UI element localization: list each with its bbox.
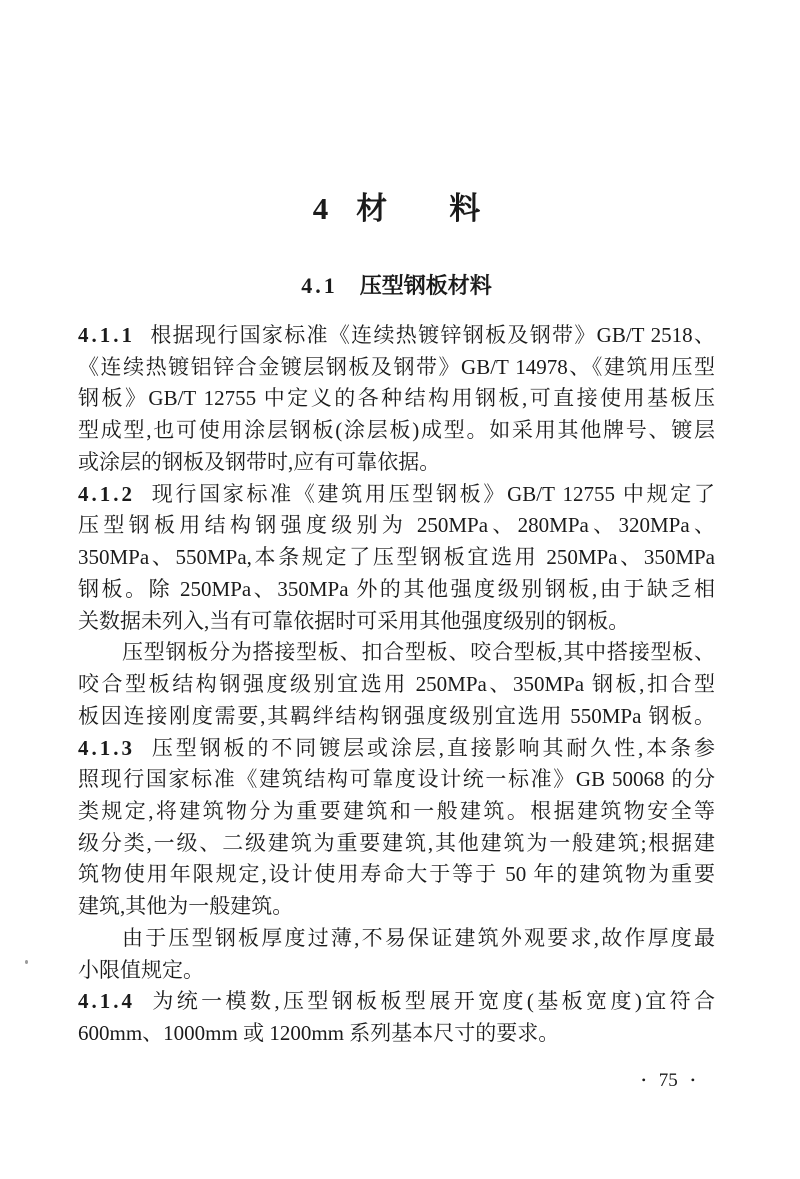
text-line [78,796,715,828]
clause-number: 4.1.1 [78,323,135,347]
section-heading [78,269,715,300]
line-text: 钢板》GB/T 12755 中定义的各种结构用钢板,可直接使用基板压 [78,386,715,411]
text-line [78,955,715,987]
text-line [78,764,715,796]
section-title: 压型钢板材料 [359,273,492,298]
line-text: 关数据未列入,当有可靠依据时可采用其他强度级别的钢板。 [78,608,630,633]
line-text: 压型钢板用结构钢强度级别为 250MPa、280MPa、320MPa、 [78,513,715,538]
line-text: 根据现行国家标准《连续热镀锌钢板及钢带》GB/T 2518、 [149,323,716,347]
chapter-heading [78,183,715,228]
footer-bullet-left: • [641,1072,646,1087]
line-text: 型成型,也可使用涂层钢板(涂层板)成型。如采用其他牌号、镀层 [78,418,715,443]
clause-line [78,479,715,511]
footer-bullet-right: • [690,1072,695,1087]
text-line [78,669,715,701]
text-line [78,606,715,638]
line-text: 钢板。除 250MPa、350MPa 外的其他强度级别钢板,由于缺乏相 [78,576,715,601]
line-text: 或涂层的钢板及钢带时,应有可靠依据。 [78,449,441,474]
line-text: 由于压型钢板厚度过薄,不易保证建筑外观要求,故作厚度最 [122,925,715,950]
line-text: 咬合型板结构钢强度级别宜选用 250MPa、350MPa 钢板,扣合型 [78,672,715,697]
line-text: 级分类,一级、二级建筑为重要建筑,其他建筑为一般建筑;根据建 [78,830,715,855]
text-line [78,637,715,669]
body-text [78,320,715,1050]
text-line [78,701,715,733]
line-text: 筑物使用年限规定,设计使用寿命大于等于 50 年的建筑物为重要 [78,862,715,887]
clause-line [78,320,715,352]
text-line [78,352,715,384]
line-text: 《连续热镀铝锌合金镀层钢板及钢带》GB/T 14978、《建筑用压型 [78,354,715,379]
clause-line [78,733,715,765]
line-text: 350MPa、550MPa,本条规定了压型钢板宜选用 250MPa、350MPa [78,545,715,570]
text-line [78,1018,715,1050]
text-line [78,447,715,479]
chapter-title-char-1: 材 [356,191,388,226]
section-number: 4.1 [301,273,338,298]
page-footer [78,1070,715,1092]
clause-number: 4.1.4 [78,989,135,1014]
text-line [78,415,715,447]
clause-number: 4.1.2 [78,481,135,506]
line-text: 为统一模数,压型钢板板型展开宽度(基板宽度)宜符合 [149,989,715,1014]
line-text: 板因连接刚度需要,其羁绊结构钢强度级别宜选用 550MPa 钢板。 [78,703,715,728]
text-line [78,510,715,542]
clause-number: 4.1.3 [78,735,135,760]
text-line [78,891,715,923]
line-text: 类规定,将建筑物分为重要建筑和一般建筑。根据建筑物安全等 [78,799,715,824]
line-text: 照现行国家标准《建筑结构可靠度设计统一标准》GB 50068 的分 [78,767,715,792]
text-line [78,923,715,955]
line-text: 小限值规定。 [78,957,204,982]
clause-line [78,986,715,1018]
line-text: 600mm、1000mm 或 1200mm 系列基本尺寸的要求。 [78,1021,560,1046]
chapter-title-char-2: 料 [449,191,481,226]
text-line [78,828,715,860]
line-text: 建筑,其他为一般建筑。 [78,894,294,919]
chapter-number: 4 [312,191,329,226]
scan-speck [25,960,28,964]
text-line [78,574,715,606]
line-text: 现行国家标准《建筑用压型钢板》GB/T 12755 中规定了 [149,481,715,506]
text-line [78,383,715,415]
line-text: 压型钢板分为搭接型板、扣合型板、咬合型板,其中搭接型板、 [122,640,715,665]
page-number: 75 [658,1070,678,1091]
text-line [78,542,715,574]
line-text: 压型钢板的不同镀层或涂层,直接影响其耐久性,本条参 [149,735,715,760]
text-line [78,859,715,891]
